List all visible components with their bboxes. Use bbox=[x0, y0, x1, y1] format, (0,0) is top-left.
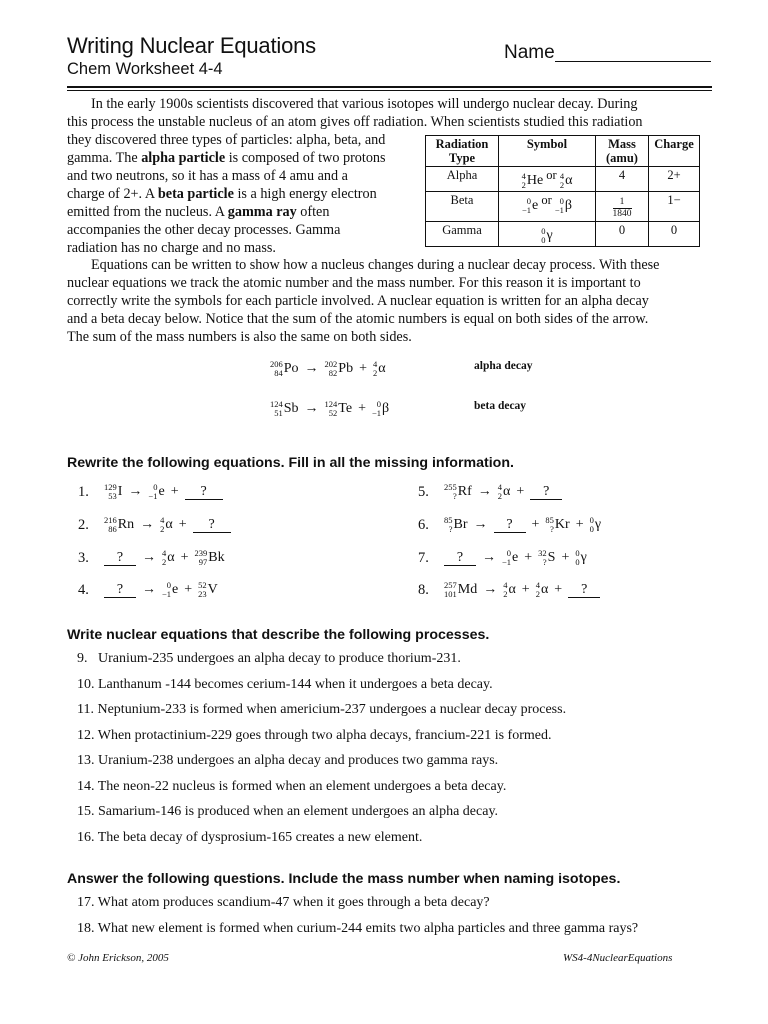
alpha-decay-label: alpha decay bbox=[474, 360, 533, 372]
equation-6: 6. 85 ? Br → ? + 85 ? Kr + 0 0 γ bbox=[418, 515, 602, 534]
list-item: 17. What atom produces scandium-47 when it goes through a beta decay? bbox=[77, 895, 490, 910]
equation-1: 1. 129 53 I → 0 −1 e + ? bbox=[78, 479, 223, 505]
equation-3: 3. ? → 4 2 α + 239 97 Bk bbox=[78, 548, 225, 567]
list-item: 14. The neon-22 nucleus is formed when an element undergoes a beta decay. bbox=[77, 778, 507, 794]
section2-heading: Write nuclear equations that describe the following processes. bbox=[67, 627, 490, 643]
radiation-table bbox=[425, 135, 700, 247]
list-item: 11. Neptunium-233 is formed when americium-237 undergoes a nuclear decay process. bbox=[77, 702, 567, 717]
table-row: Gamma 0 0 γ 0 0 bbox=[426, 222, 700, 247]
footer-copyright: © John Erickson, 2005 bbox=[67, 952, 169, 964]
section3-heading: Answer the following questions. Include the mass number when naming isotopes. bbox=[67, 871, 621, 887]
answer-blank[interactable]: ? bbox=[530, 484, 562, 500]
table-row: Alpha 4 2 He or 4 2 α 4 2+ bbox=[426, 167, 700, 192]
section1-heading: Rewrite the following equations. Fill in all the missing information. bbox=[67, 455, 514, 471]
question-list bbox=[77, 894, 638, 945]
answer-blank[interactable]: ? bbox=[444, 550, 476, 566]
list-item: 13. Uranium-238 undergoes an alpha decay and produces two gamma rays. bbox=[77, 753, 499, 768]
process-list bbox=[77, 650, 566, 854]
example-alpha-decay: 206 84 Po → 202 82 Pb + 4 2 α bbox=[270, 359, 386, 378]
equation-8: 8. 257 101 Md → 4 2 α + 4 2 α + ? bbox=[418, 577, 600, 603]
answer-blank[interactable]: ? bbox=[185, 484, 223, 500]
answer-blank[interactable]: ? bbox=[494, 517, 526, 533]
list-item: 12. When protactinium-229 goes through two alpha decays, francium-221 is formed. bbox=[77, 727, 552, 743]
footer-filename: WS4-4NuclearEquations bbox=[563, 952, 673, 964]
list-item: 18. What new element is formed when curium-244 emits two alpha particles and three gamma rays? bbox=[77, 920, 639, 936]
equation-5: 5. 255 ? Rf → 4 2 α + ? bbox=[418, 479, 562, 505]
example-beta-decay: 124 51 Sb → 124 52 Te + 0 −1 β bbox=[270, 399, 390, 418]
list-item: 15. Samarium-146 is produced when an element undergoes an alpha decay. bbox=[77, 804, 499, 819]
name-label: Name bbox=[504, 42, 555, 63]
list-item: 16. The beta decay of dysprosium-165 creates a new element. bbox=[77, 829, 423, 845]
table-header: Mass (amu) bbox=[596, 136, 649, 167]
page-title: Writing Nuclear Equations bbox=[67, 33, 316, 58]
equation-4: 4. ? → 0 −1 e + 52 23 V bbox=[78, 580, 218, 599]
header-rule bbox=[67, 86, 712, 88]
list-item: 9. Uranium-235 undergoes an alpha decay to produce thorium-231. bbox=[77, 651, 461, 666]
table-row: Beta 0 −1 e or 0 −1 β $\frac{1}{1840}$ 1− bbox=[426, 192, 700, 222]
table-header: Radiation Type bbox=[426, 136, 499, 167]
table-header: Symbol bbox=[499, 136, 596, 167]
header-rule-thin bbox=[67, 90, 712, 91]
answer-blank[interactable]: ? bbox=[568, 582, 600, 598]
equations-paragraph: Equations can be written to show how a nucleus changes during a nuclear decay process. With these nuclear equations we track the atomic number and the mass number. For this reason it is important to correctly write the symbols for each particle involved. A nuclear equation is written for an alpha decay and a beta decay below. Notice that the sum of the atomic numbers is equal on both sides of the arrow. The sum of the mass numbers is also the same on both sides. bbox=[67, 257, 660, 345]
intro-paragraph: In the early 1900s scientists discovered that various isotopes will undergo nuclear decay. During this process the unstable nucleus of an atom gives off radiation. When scientists studied this radiation they discovered three types of particles: alpha, beta, and gamma. The alpha particle is composed of two protons and two neutrons, so it has a mass of 4 amu and a charge of 2+. A beta particle is a high energy electron emitted from the nucleus. A gamma ray often accompanies the other decay processes. Gamma radiation has no charge and no mass. bbox=[67, 96, 643, 256]
answer-blank[interactable]: ? bbox=[104, 550, 136, 566]
answer-blank[interactable]: ? bbox=[193, 517, 231, 533]
list-item: 10. Lanthanum -144 becomes cerium-144 when it undergoes a beta decay. bbox=[77, 676, 493, 692]
name-field[interactable] bbox=[555, 61, 711, 62]
equation-2: 2. 216 86 Rn → 4 2 α + ? bbox=[78, 512, 231, 538]
equation-7: 7. ? → 0 −1 e + 32 ? S + 0 0 γ bbox=[418, 548, 587, 567]
table-header: Charge bbox=[649, 136, 700, 167]
beta-decay-label: beta decay bbox=[474, 400, 527, 412]
answer-blank[interactable]: ? bbox=[104, 582, 136, 598]
page-subtitle: Chem Worksheet 4-4 bbox=[67, 60, 223, 78]
